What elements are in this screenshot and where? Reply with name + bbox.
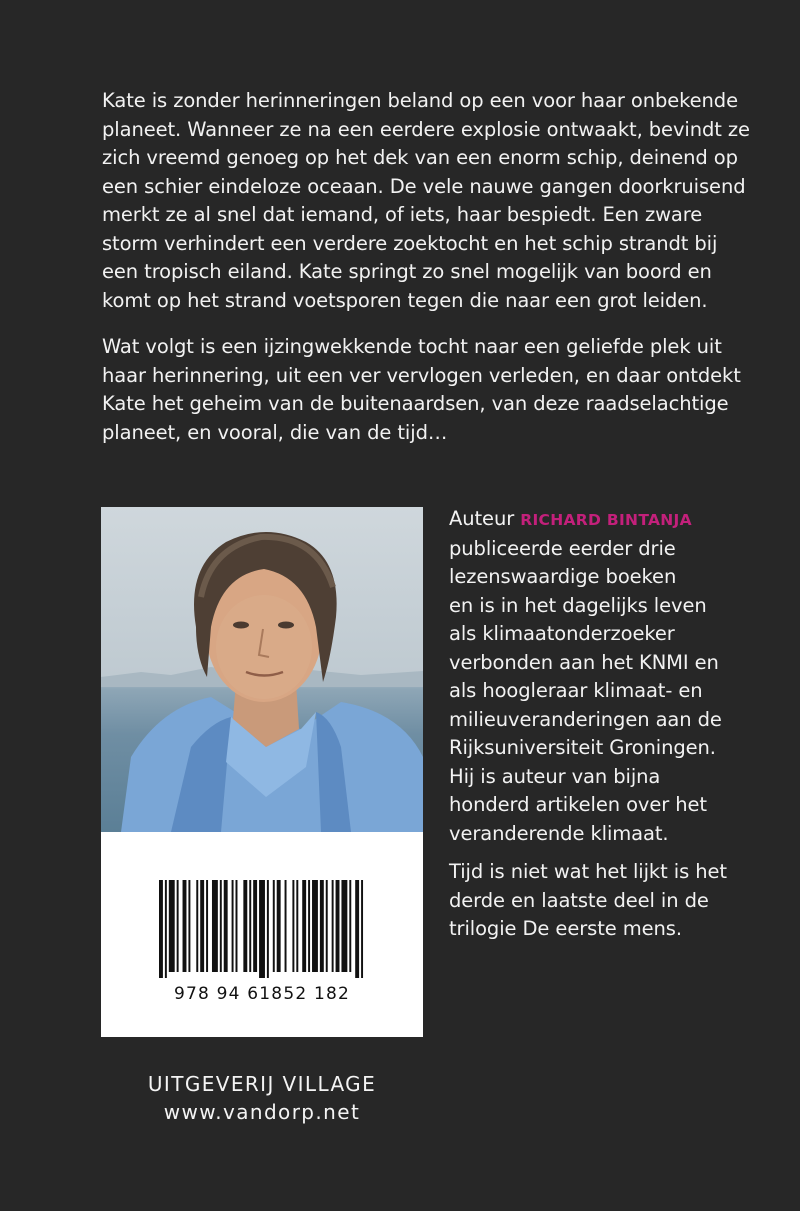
author-prefix: Auteur <box>449 507 521 530</box>
barcode-bar <box>177 880 179 972</box>
barcode-bar <box>232 880 234 972</box>
barcode-bar <box>196 880 198 972</box>
blurb-line: een tropisch eiland. Kate springt zo snel mogelijk van boord en <box>102 260 712 283</box>
barcode-bar <box>302 880 306 972</box>
publisher-website: www.vandorp.net <box>163 1100 361 1124</box>
barcode-bar <box>355 880 359 978</box>
barcode-bar <box>259 880 265 978</box>
publisher-name: UITGEVERIJ VILLAGE <box>147 1072 377 1096</box>
blurb-line: planeet. Wanneer ze na een eerdere explosie ontwaakt, bevindt ze <box>102 117 750 141</box>
blurb-line: een schier eindeloze oceaan. De vele nauwe gangen doorkruisend <box>102 174 746 198</box>
series-line: Tijd is niet wat het lijkt is het <box>449 860 727 883</box>
bio-line: publiceerde eerder drie <box>449 536 676 560</box>
barcode-bar <box>332 880 334 972</box>
barcode-bar <box>200 880 204 972</box>
blurb-line: merkt ze al snel dat iemand, of iets, haar bespiedt. Een zware <box>102 203 703 226</box>
barcode-bar <box>361 880 363 978</box>
barcode-bar <box>308 880 310 972</box>
barcode-bar <box>243 880 247 972</box>
barcode-bar <box>341 880 347 972</box>
bio-line: veranderende klimaat. <box>449 821 669 845</box>
blurb-line: Kate het geheim van de buitenaardsen, van deze raadselachtige <box>102 392 729 415</box>
blurb-paragraph-2 <box>102 333 741 447</box>
barcode-bar <box>183 880 187 972</box>
blurb-line: Wat volgt is een ijzingwekkende tocht naar een geliefde plek uit <box>102 335 722 358</box>
barcode <box>159 880 365 978</box>
barcode-bar <box>236 880 238 972</box>
isbn-number: 978 94 61852 182 <box>173 984 351 1004</box>
barcode-bar <box>320 880 324 972</box>
series-line: trilogie De eerste mens. <box>449 917 682 940</box>
blurb-line: storm verhindert een verdere zoektocht en het schip strandt bij <box>102 231 718 255</box>
barcode-bar <box>220 880 222 972</box>
author-photo <box>101 507 423 832</box>
barcode-bar <box>206 880 208 972</box>
barcode-bar <box>277 880 281 972</box>
blurb-line: planeet, en vooral, die van de tijd… <box>102 420 448 444</box>
bio-line: als hoogleraar klimaat- en <box>449 679 703 702</box>
barcode-bar <box>273 880 275 972</box>
blurb-line: zich vreemd genoeg op het dek van een enorm schip, deinend op <box>102 146 738 169</box>
blurb-paragraph-1 <box>102 87 750 315</box>
barcode-bar <box>165 880 167 978</box>
barcode-bar <box>169 880 175 972</box>
barcode-bar <box>326 880 328 972</box>
barcode-bar <box>224 880 228 972</box>
blurb-line: haar herinnering, uit een ver vervlogen verleden, en daar ontdekt <box>102 363 741 387</box>
barcode-bar <box>296 880 298 972</box>
series-line: derde en laatste deel in de <box>449 888 709 912</box>
publisher-block <box>101 1070 423 1126</box>
bio-line: lezenswaardige boeken <box>449 565 677 588</box>
barcode-bar <box>292 880 294 972</box>
bio-line: milieuveranderingen aan de <box>449 707 722 731</box>
blurb-line: komt op het strand voetsporen tegen die naar een grot leiden. <box>102 288 708 312</box>
barcode-bar <box>249 880 251 972</box>
barcode-bar <box>285 880 287 972</box>
author-portrait-illustration <box>101 507 423 832</box>
author-card <box>101 507 423 1037</box>
series-info <box>449 858 779 944</box>
barcode-bar <box>159 880 163 978</box>
author-bio-first-line <box>449 505 779 535</box>
barcode-bar <box>212 880 218 972</box>
barcode-area <box>101 832 423 1037</box>
barcode-bar <box>188 880 190 972</box>
blurb-line: Kate is zonder herinneringen beland op een voor haar onbekende <box>102 89 738 112</box>
barcode-bar <box>336 880 340 972</box>
bio-line: Rijksuniversiteit Groningen. <box>449 736 716 759</box>
bio-line: verbonden aan het KNMI en <box>449 650 719 674</box>
barcode-bar <box>267 880 269 978</box>
bio-line: Hij is auteur van bijna <box>449 764 661 788</box>
bio-line: honderd artikelen over het <box>449 793 707 816</box>
barcode-bar <box>253 880 257 972</box>
barcode-bar <box>349 880 351 972</box>
bio-line: en is in het dagelijks leven <box>449 593 707 617</box>
bio-line: als klimaatonderzoeker <box>449 622 675 645</box>
author-bio <box>449 505 779 848</box>
barcode-bar <box>312 880 318 972</box>
author-name: RICHARD BINTANJA <box>520 511 692 529</box>
